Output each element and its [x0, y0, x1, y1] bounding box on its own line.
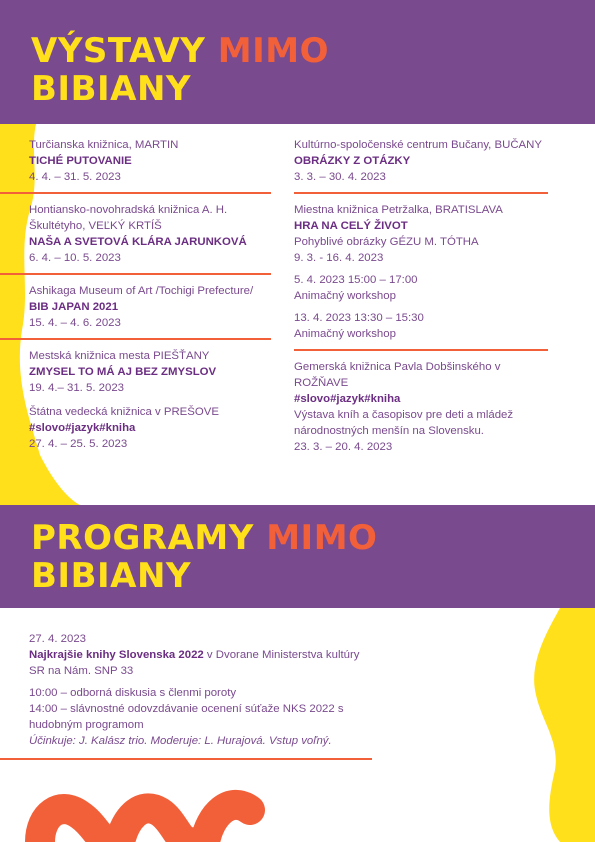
- venue: Gemerská knižnica Pavla Dobšinského v ROŽŇAVE: [294, 361, 501, 389]
- yellow-wave-right: [534, 608, 595, 842]
- divider: [294, 349, 548, 351]
- date-range: 15. 4. – 4. 6. 2023: [29, 317, 121, 329]
- exhibition-entry: [29, 283, 271, 331]
- exhibition-entry: [294, 137, 548, 185]
- event-label: Animačný workshop: [294, 328, 396, 340]
- program-line: 10:00 – odborná diskusia s členmi poroty: [29, 687, 237, 699]
- exhibition-title: #slovo#jazyk#kniha: [29, 422, 136, 434]
- divider: [0, 192, 271, 194]
- venue: Mestská knižnica mesta PIEŠŤANY: [29, 350, 210, 362]
- right-column: [294, 137, 548, 455]
- date-range: 6. 4. – 10. 5. 2023: [29, 252, 121, 264]
- divider: [294, 192, 548, 194]
- date-range: 19. 4.– 31. 5. 2023: [29, 382, 125, 394]
- exhibition-title: ZMYSEL TO MÁ AJ BEZ ZMYSLOV: [29, 366, 217, 378]
- exhibition-title: NAŠA A SVETOVÁ KLÁRA JARUNKOVÁ: [29, 236, 247, 248]
- event-time: 5. 4. 2023 15:00 – 17:00: [294, 274, 418, 286]
- program-line: 14:00 – slávnostné odovzdávanie ocenení súťaže NKS 2022 s hudobným programom: [29, 703, 344, 731]
- program-date: 27. 4. 2023: [29, 633, 87, 645]
- venue: Miestna knižnica Petržalka, BRATISLAVA: [294, 204, 503, 216]
- heading-word-3: BIBIANY: [31, 556, 192, 596]
- program-title: Najkrajšie knihy Slovenska 2022: [29, 649, 204, 661]
- exhibition-subtitle: Pohyblivé obrázky GÉZU M. TÓTHA: [294, 236, 479, 248]
- heading-word-1: VÝSTAVY: [31, 31, 206, 71]
- divider: [0, 273, 271, 275]
- exhibition-title: HRA NA CELÝ ŽIVOT: [294, 220, 408, 232]
- left-column: [29, 137, 271, 452]
- heading-word-2: MIMO: [217, 31, 329, 71]
- program-entry: [29, 631, 374, 749]
- date-range: 9. 3. - 16. 4. 2023: [294, 252, 384, 264]
- exhibition-title: #slovo#jazyk#kniha: [294, 393, 401, 405]
- heading-programs: [31, 519, 377, 595]
- exhibition-entry: [294, 202, 548, 342]
- exhibition-entry: [29, 137, 271, 185]
- date-range: 3. 3. – 30. 4. 2023: [294, 171, 386, 183]
- heading-word-1: PROGRAMY: [31, 518, 254, 558]
- exhibition-title: OBRÁZKY Z OTÁZKY: [294, 155, 411, 167]
- exhibition-subtitle: Výstava kníh a časopisov pre deti a mládež národnostných menšín na Slovensku.: [294, 409, 514, 437]
- program-credits: Účinkuje: J. Kalász trio. Moderuje: L. Hurajová. Vstup voľný.: [29, 735, 332, 747]
- exhibition-title: TICHÉ PUTOVANIE: [29, 155, 132, 167]
- venue: Ashikaga Museum of Art /Tochigi Prefecture/: [29, 285, 254, 297]
- venue: Kultúrno-spoločenské centrum Bučany, BUČANY: [294, 139, 542, 151]
- orange-squiggle: [40, 805, 250, 842]
- exhibition-entry: [29, 404, 271, 452]
- divider: [0, 758, 372, 760]
- venue: Štátna vedecká knižnica v PREŠOVE: [29, 406, 219, 418]
- date-range: 27. 4. – 25. 5. 2023: [29, 438, 128, 450]
- exhibition-entry: [294, 359, 548, 455]
- venue: Turčianska knižnica, MARTIN: [29, 139, 179, 151]
- venue: Hontiansko-novohradská knižnica A. H. Škultétyho, VEĽKÝ KRTÍŠ: [29, 204, 228, 232]
- date-range: 4. 4. – 31. 5. 2023: [29, 171, 121, 183]
- exhibition-title: BIB JAPAN 2021: [29, 301, 119, 313]
- date-range: 23. 3. – 20. 4. 2023: [294, 441, 393, 453]
- event-time: 13. 4. 2023 13:30 – 15:30: [294, 312, 424, 324]
- heading-exhibitions: [31, 32, 329, 108]
- program-heading: [29, 647, 374, 679]
- program-venue: v Dvorane Ministerstva kultúry SR na Nám. SNP 33: [29, 649, 360, 677]
- exhibition-entry: [29, 202, 271, 266]
- heading-word-2: MIMO: [266, 518, 378, 558]
- divider: [0, 338, 271, 340]
- event-label: Animačný workshop: [294, 290, 396, 302]
- exhibition-entry: [29, 348, 271, 396]
- heading-word-3: BIBIANY: [31, 69, 192, 109]
